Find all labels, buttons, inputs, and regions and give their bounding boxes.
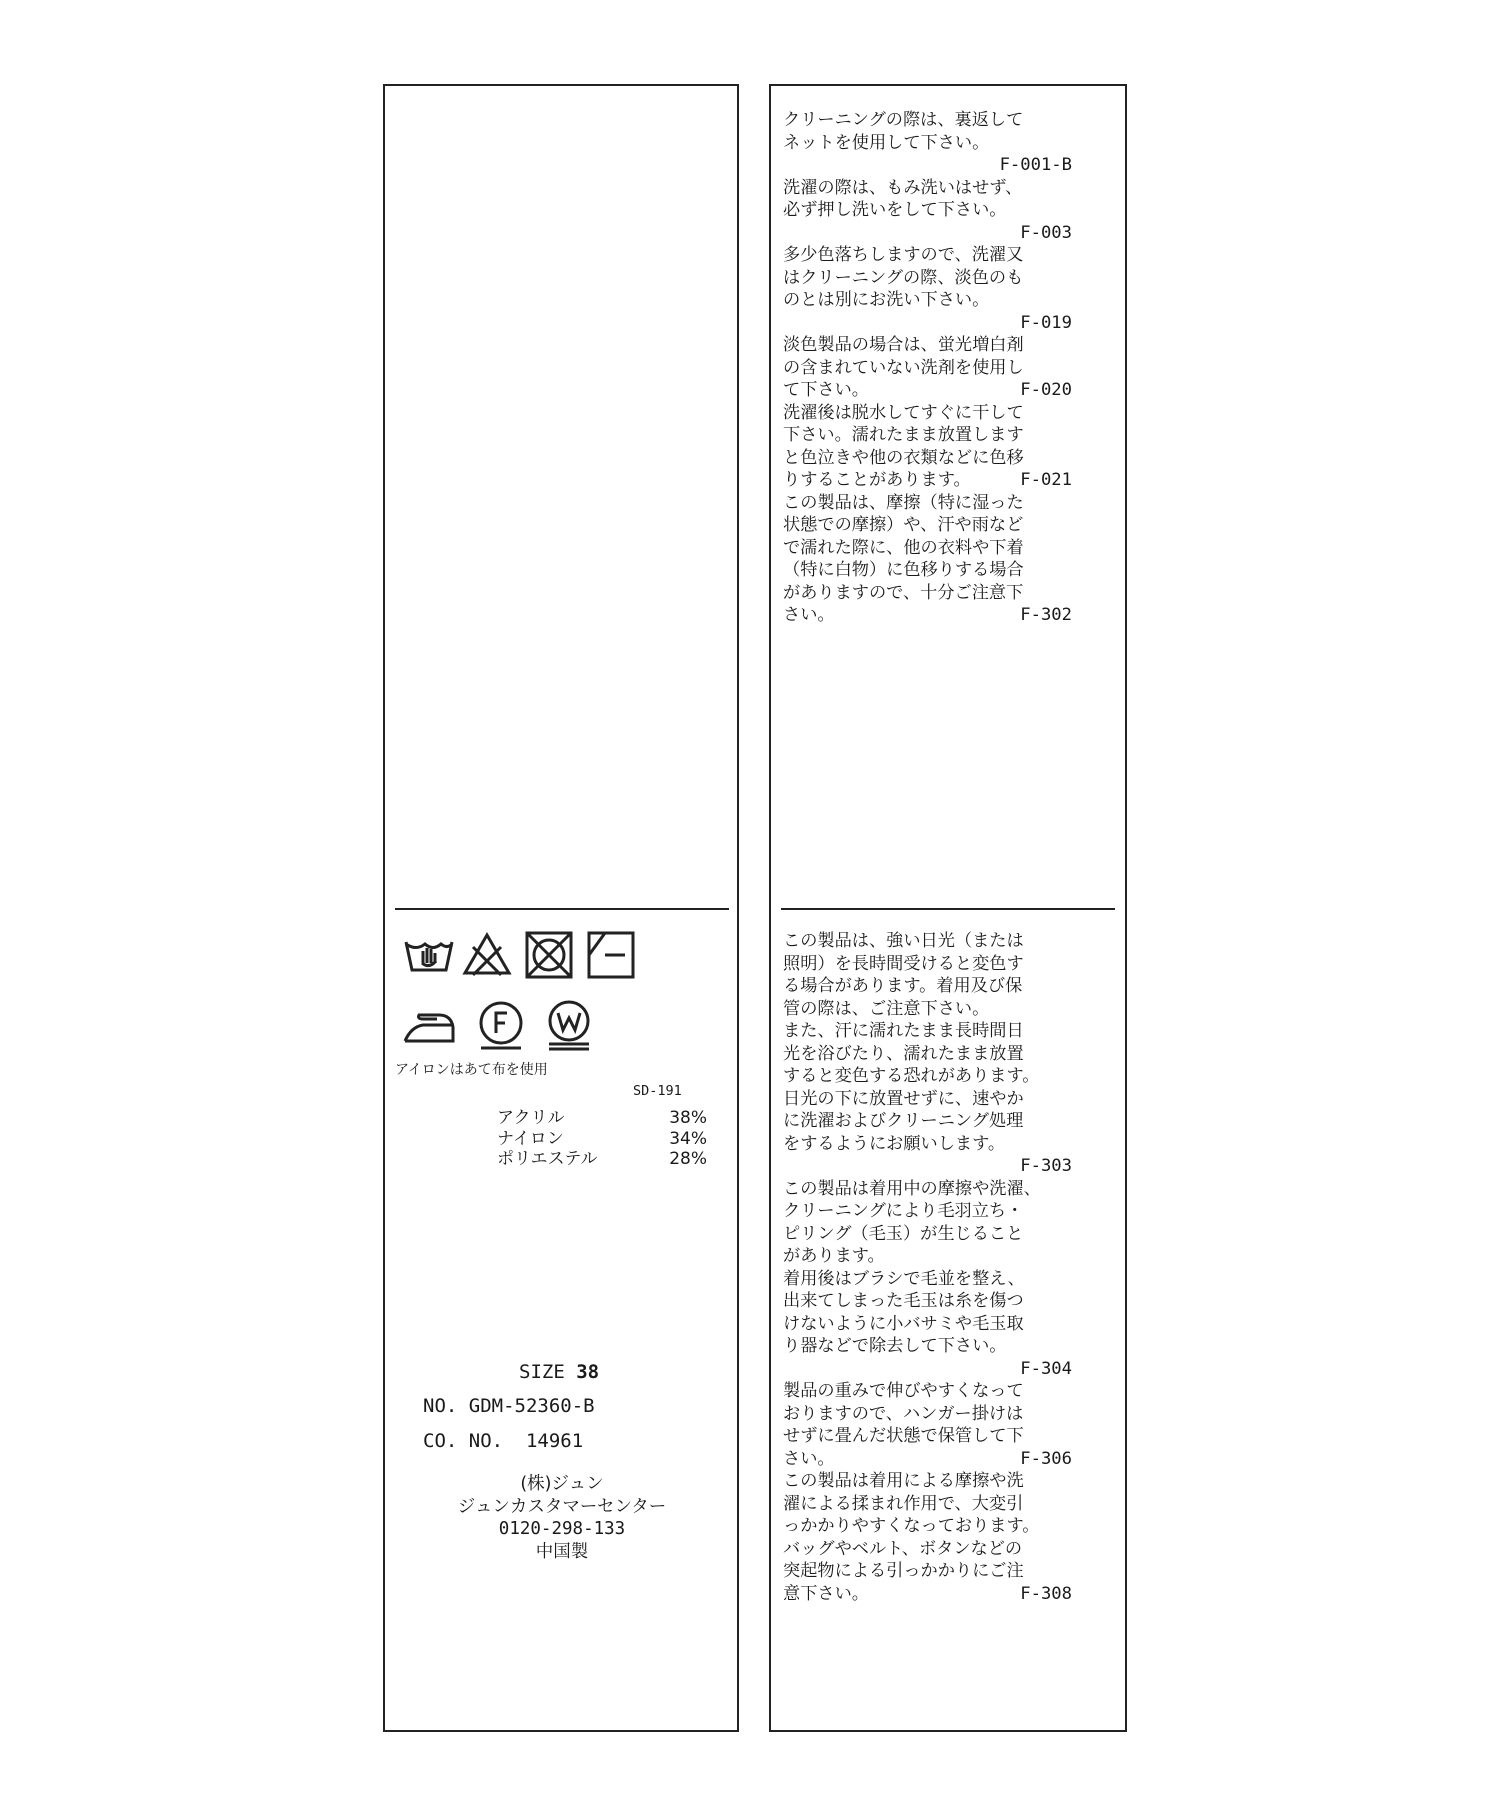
care-note-code: F-308: [1020, 1583, 1072, 1604]
dry-clean-f-icon: [475, 999, 527, 1051]
material-name: アクリル: [497, 1108, 565, 1128]
care-note-text: この製品は、摩擦（特に湿った 状態での摩擦）や、汗や雨など で濡れた際に、他の衣料や下着 （特に白物）に色移りする場合 がありますので、十分ご注意下 さい。: [783, 492, 1024, 625]
care-note-code: F-302: [1020, 605, 1072, 625]
care-note-text: 製品の重みで伸びやすくなって おりますので、ハンガー掛けは せずに畳んだ状態で保管して下 さい。: [783, 1381, 1024, 1469]
composition-row: [497, 1129, 707, 1150]
composition-row: [497, 1108, 707, 1129]
care-note: [783, 402, 1072, 492]
material-name: ポリエステル: [497, 1149, 598, 1169]
customer-center: ジュンカスタマーセンター: [457, 1496, 667, 1517]
care-note-text: 多少色落ちしますので、洗濯又 はクリーニングの際、淡色のも のとは別にお洗い下さい。: [783, 245, 1024, 310]
care-symbols: [403, 929, 703, 1059]
co-number: CO. NO. 14961: [423, 1430, 584, 1452]
care-note: [783, 109, 1072, 177]
care-note: [783, 1470, 1072, 1605]
material-name: ナイロン: [497, 1128, 564, 1149]
care-notes-top: [783, 109, 1072, 627]
care-note-text: この製品は、強い日光（または 照明）を長時間受けると変色す る場合があります。着用及び保 管の際は、ご注意下さい。 また、汗に濡れたまま長時間日 光を浴びたり、濡れたまま放置 すると変色する恐れがあります。 日光の下に放置せずに、速やか に洗濯およびクリーニング処理 をするようにお願いします。: [783, 931, 1040, 1154]
label-divider: [781, 908, 1115, 910]
care-note: [783, 244, 1072, 334]
iron-note: アイロンはあて布を使用: [395, 1062, 548, 1078]
composition-list: [497, 1108, 707, 1170]
symbol-code: SD-191: [633, 1083, 682, 1099]
material-percent: 38%: [669, 1108, 707, 1128]
care-note: [783, 334, 1072, 402]
care-note-code: F-019: [1020, 312, 1072, 333]
care-label-right: [769, 84, 1127, 1732]
care-note-code: F-304: [1020, 1358, 1072, 1379]
material-percent: 34%: [669, 1128, 707, 1149]
composition-row: [497, 1149, 707, 1170]
no-bleach-icon: [461, 929, 513, 981]
company-name: (株)ジュン: [520, 1474, 604, 1494]
size-line: [519, 1360, 599, 1384]
care-note-code: F-303: [1020, 1156, 1072, 1176]
care-note-text: 洗濯の際は、もみ洗いはせず、 必ず押し洗いをして下さい。: [783, 177, 1023, 220]
size-value: 38: [576, 1361, 600, 1383]
care-note-code: F-001-B: [999, 155, 1072, 175]
material-percent: 28%: [669, 1149, 707, 1169]
care-note-text: 淡色製品の場合は、蛍光増白剤 の含まれていない洗剤を使用し て下さい。: [783, 335, 1024, 400]
product-number: NO. GDM-52360-B: [423, 1395, 595, 1417]
maker-info: [395, 1473, 729, 1563]
care-note-text: クリーニングの際は、裏返して ネットを使用して下さい。: [783, 110, 1024, 153]
care-note: [783, 1178, 1072, 1381]
care-note-code: F-020: [1020, 380, 1072, 400]
line-dry-icon: [585, 929, 637, 981]
care-notes-bottom: [783, 930, 1072, 1605]
country-of-origin: 中国製: [535, 1541, 589, 1562]
care-note: [783, 177, 1072, 245]
care-note-text: この製品は着用による摩擦や洗 濯による揉まれ作用で、大変引 っかかりやすくなっております。 バッグやベルト、ボタンなどの 突起物による引っかかりにご注 意下さい。: [783, 1471, 1040, 1604]
no-tumble-dry-icon: [523, 929, 575, 981]
care-label-left: [383, 84, 739, 1732]
label-divider: [395, 908, 729, 910]
iron-icon: [403, 999, 455, 1051]
hand-wash-icon: [403, 929, 455, 981]
care-note-code: F-021: [1020, 470, 1072, 490]
care-note-code: F-306: [1020, 1448, 1072, 1469]
care-note: [783, 492, 1072, 627]
care-note-code: F-003: [1020, 222, 1072, 243]
wet-clean-w-icon: [543, 999, 595, 1051]
size-label: SIZE: [519, 1361, 577, 1383]
care-note-text: この製品は着用中の摩擦や洗濯、 クリーニングにより毛羽立ち・ ピリング（毛玉）が生じること があります。 着用後はブラシで毛並を整え、 出来てしまった毛玉は糸を傷つ けないように小バサミや毛玉取 り器などで除去して下さい。: [783, 1178, 1041, 1356]
care-note: [783, 930, 1072, 1178]
phone-number: 0120-298-133: [498, 1519, 626, 1539]
care-note-text: 洗濯後は脱水してすぐに干して 下さい。濡れたまま放置します と色泣きや他の衣類などに色移 りすることがあります。: [783, 402, 1024, 490]
care-note: [783, 1380, 1072, 1470]
